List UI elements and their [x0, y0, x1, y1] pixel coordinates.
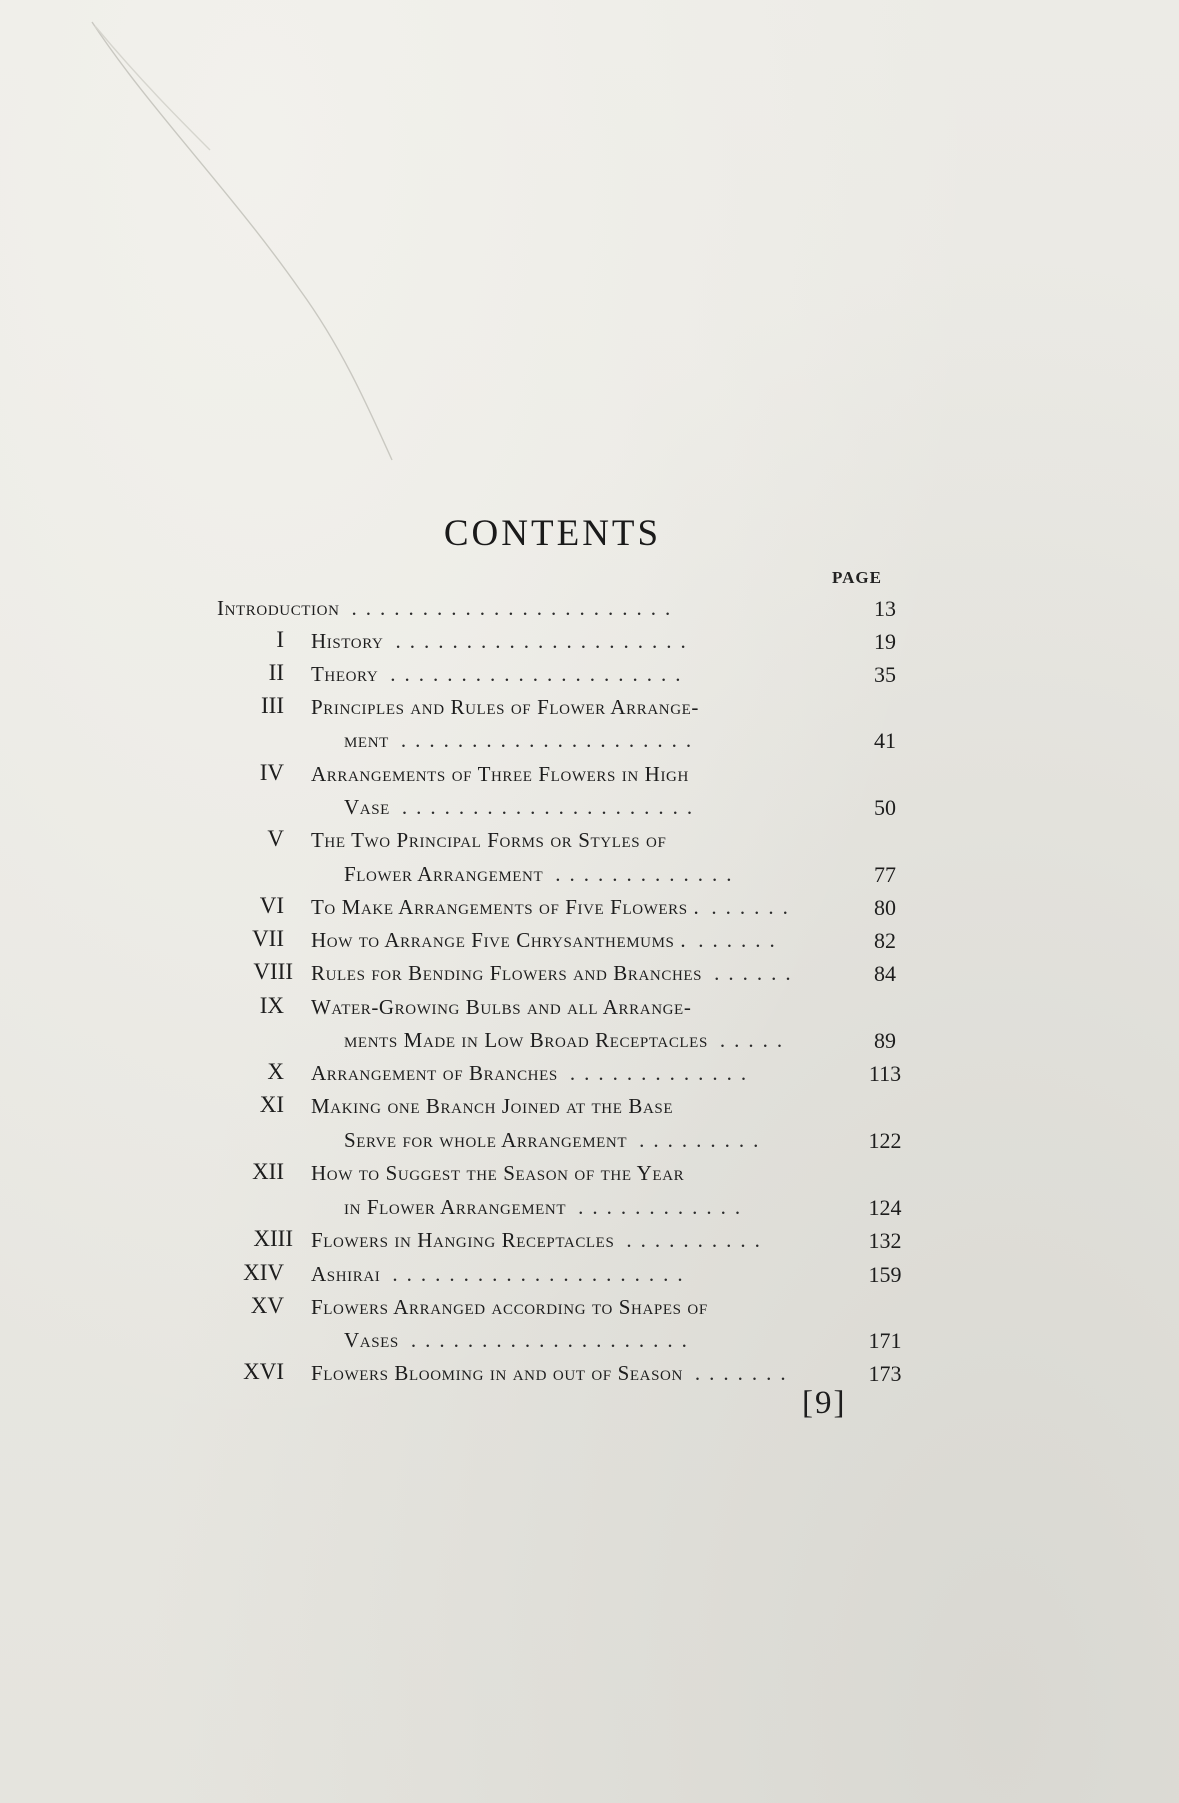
dot-leader: ...... — [711, 895, 797, 919]
entry-number: II — [268, 660, 284, 685]
entry-number: III — [261, 693, 284, 718]
entry-number: XVI — [243, 1359, 284, 1384]
entry-number: XI — [259, 1092, 284, 1117]
dot-leader: ..................... — [390, 662, 690, 686]
entry-number: VIII — [253, 959, 293, 984]
entry-number: XIV — [243, 1260, 284, 1285]
entry-number: V — [267, 826, 284, 851]
entry-title-continued: Vase — [344, 795, 390, 819]
entry-title: Flowers Blooming in and out of Season — [311, 1361, 683, 1385]
entry-page-number: 84 — [874, 961, 896, 986]
entry-page-number: 41 — [874, 728, 896, 753]
dot-leader: ..................... — [392, 1262, 692, 1286]
dot-leader: ..................... — [400, 728, 701, 752]
entry-title: Introduction — [217, 596, 340, 620]
dot-leader: ............. — [555, 862, 741, 886]
entry-title-continued: ment — [344, 728, 389, 752]
entry-title: Arrangement of Branches — [311, 1061, 558, 1085]
entry-title-continued: in Flower Arrangement — [344, 1195, 567, 1219]
entry-title: Water-Growing Bulbs and all Arrange- — [311, 995, 692, 1019]
entry-page-number: 82 — [874, 928, 896, 953]
entry-page-number: 77 — [874, 862, 896, 887]
entry-page-number: 89 — [874, 1028, 896, 1053]
entry-number: IX — [259, 993, 284, 1018]
page-folio: [9] — [802, 1385, 847, 1421]
dot-leader: ....... — [694, 1361, 795, 1385]
dot-leader: ..................... — [395, 629, 695, 653]
dot-leader: ............. — [569, 1061, 756, 1085]
dot-leader: ...... — [714, 961, 800, 985]
entry-title: Principles and Rules of Flower Arrange- — [311, 695, 700, 719]
entry-title: History — [311, 629, 384, 653]
entry-title: Flowers in Hanging Receptacles — [311, 1228, 615, 1252]
dot-leader: ......... — [639, 1128, 768, 1152]
dot-leader: .................... — [410, 1328, 696, 1352]
entry-title: Theory — [311, 662, 379, 686]
entry-number: IV — [259, 760, 284, 785]
entry-title-continued: Vases — [344, 1328, 399, 1352]
entry-number: VI — [259, 893, 284, 918]
entry-page-number: 80 — [874, 895, 896, 920]
dot-leader: ...... — [698, 928, 784, 952]
entry-page-number: 159 — [868, 1262, 902, 1287]
entry-title: How to Suggest the Season of the Year — [311, 1161, 685, 1185]
entry-page-number: 171 — [868, 1328, 902, 1353]
entry-title: To Make Arrangements of Five Flowers . — [311, 895, 700, 919]
dot-leader: ..... — [719, 1028, 792, 1052]
entry-number: I — [276, 627, 284, 652]
entry-title: Making one Branch Joined at the Base — [311, 1094, 674, 1118]
entry-title: How to Arrange Five Chrysanthemums . — [311, 928, 687, 952]
entry-page-number: 13 — [874, 596, 896, 621]
entry-number: XIII — [253, 1226, 293, 1251]
entry-title-continued: ments Made in Low Broad Receptacles — [344, 1028, 708, 1052]
entry-page-number: 122 — [868, 1128, 902, 1153]
dot-leader: ....................... — [351, 596, 680, 620]
entry-title-continued: Serve for whole Arrangement — [344, 1128, 628, 1152]
entry-number: XII — [252, 1159, 284, 1184]
dot-leader: ..................... — [401, 795, 702, 819]
entry-page-number: 35 — [874, 662, 896, 687]
entry-number: VII — [252, 926, 284, 951]
entry-page-number: 132 — [868, 1228, 902, 1253]
page-column-header: PAGE — [832, 568, 882, 587]
entry-page-number: 19 — [874, 629, 896, 654]
entry-page-number: 124 — [868, 1195, 902, 1220]
entry-title: Rules for Bending Flowers and Branches — [311, 961, 703, 985]
entry-title: The Two Principal Forms or Styles of — [311, 828, 667, 852]
entry-title: Ashirai — [311, 1262, 381, 1286]
entry-number: XV — [250, 1293, 284, 1318]
entry-title: Arrangements of Three Flowers in High — [311, 762, 689, 786]
entry-title-continued: Flower Arrangement — [344, 862, 544, 886]
entry-page-number: 113 — [868, 1061, 902, 1086]
dot-leader: ............ — [578, 1195, 750, 1219]
contents-title: CONTENTS — [443, 513, 662, 554]
entry-page-number: 173 — [868, 1361, 902, 1386]
entry-title: Flowers Arranged according to Shapes of — [311, 1295, 708, 1319]
dot-leader: .......... — [626, 1228, 769, 1252]
entry-number: X — [267, 1059, 284, 1084]
entry-page-number: 50 — [874, 795, 896, 820]
